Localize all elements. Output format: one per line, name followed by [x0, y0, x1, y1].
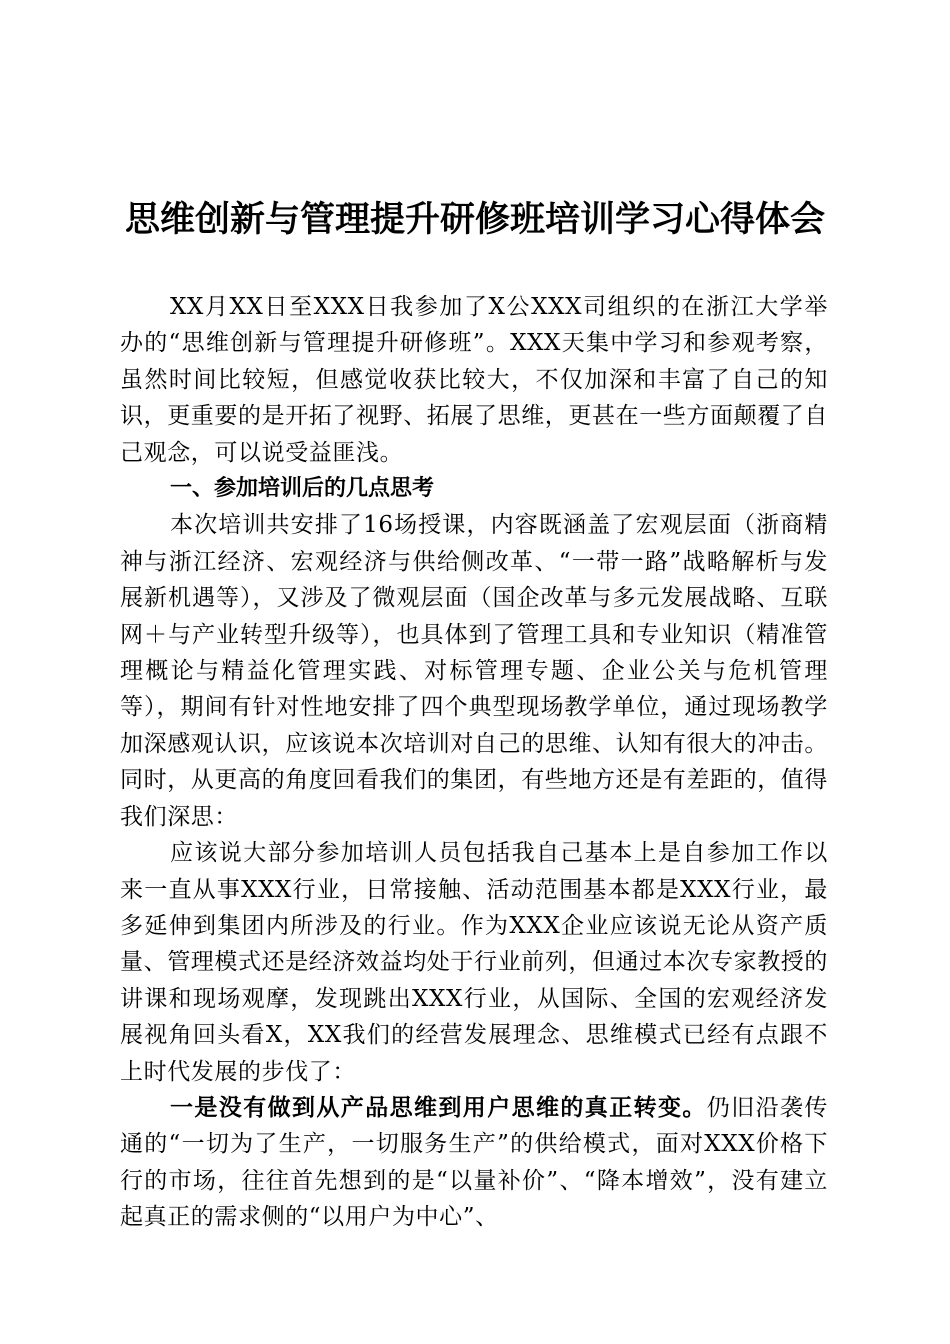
intro-paragraph: XX月XX日至XXX日我参加了X公XXX司组织的在浙江大学举办的“思维创新与管理提升研修班”。XXX天集中学习和参观考察，虽然时间比较短，但感觉收获比较大，不仅加深和丰富了自己的知识，更重要的是开拓了视野、拓展了思维，更甚在一些方面颠覆了自己观念，可以说受益匪浅。 [120, 294, 828, 466]
section-heading: 一、参加培训后的几点思考 [170, 476, 435, 502]
document-body [120, 289, 828, 1236]
point-one-paragraph [120, 1090, 828, 1236]
point-one-lead: 一是没有做到从产品思维到用户思维的真正转变。 [170, 1094, 707, 1121]
reflection-paragraph: 应该说大部分参加培训人员包括我自己基本上是自参加工作以来一直从事XXX行业，日常接触、活动范围基本都是XXX行业，最多延伸到集团内所涉及的行业。作为XXX企业应该说无论从资产质量、管理模式还是经济效益均处于行业前列，但通过本次专家教授的讲课和现场观摩，发现跳出XXX行业，从国际、全国的宏观经济发展视角回头看X，XX我们的经营发展理念、思维模式已经有点跟不上时代发展的步伐了： [120, 840, 828, 1085]
training-content-paragraph: 本次培训共安排了16场授课，内容既涵盖了宏观层面（浙商精神与浙江经济、宏观经济与供给侧改革、“一带一路”战略解析与发展新机遇等），又涉及了微观层面（国企改革与多元发展战略、互联网＋与产业转型升级等），也具体到了管理工具和专业知识（精准管理概论与精益化管理实践、对标管理专题、企业公关与危机管理等），期间有针对性地安排了四个典型现场教学单位，通过现场教学加深感观认识，应该说本次培训对自己的思维、认知有很大的冲击。同时，从更高的角度回看我们的集团，有些地方还是有差距的，值得我们深思： [120, 512, 828, 830]
document-title: 思维创新与管理提升研修班培训学习心得体会 [124, 200, 825, 240]
point-one-text: 仍旧沿袭传通的“一切为了生产，一切服务生产”的供给模式，面对XXX价格下行的市场，往往首先想到的是“以量补价”、“降本增效”，没有建立起真正的需求侧的“以用户为中心”、 [120, 1094, 828, 1231]
